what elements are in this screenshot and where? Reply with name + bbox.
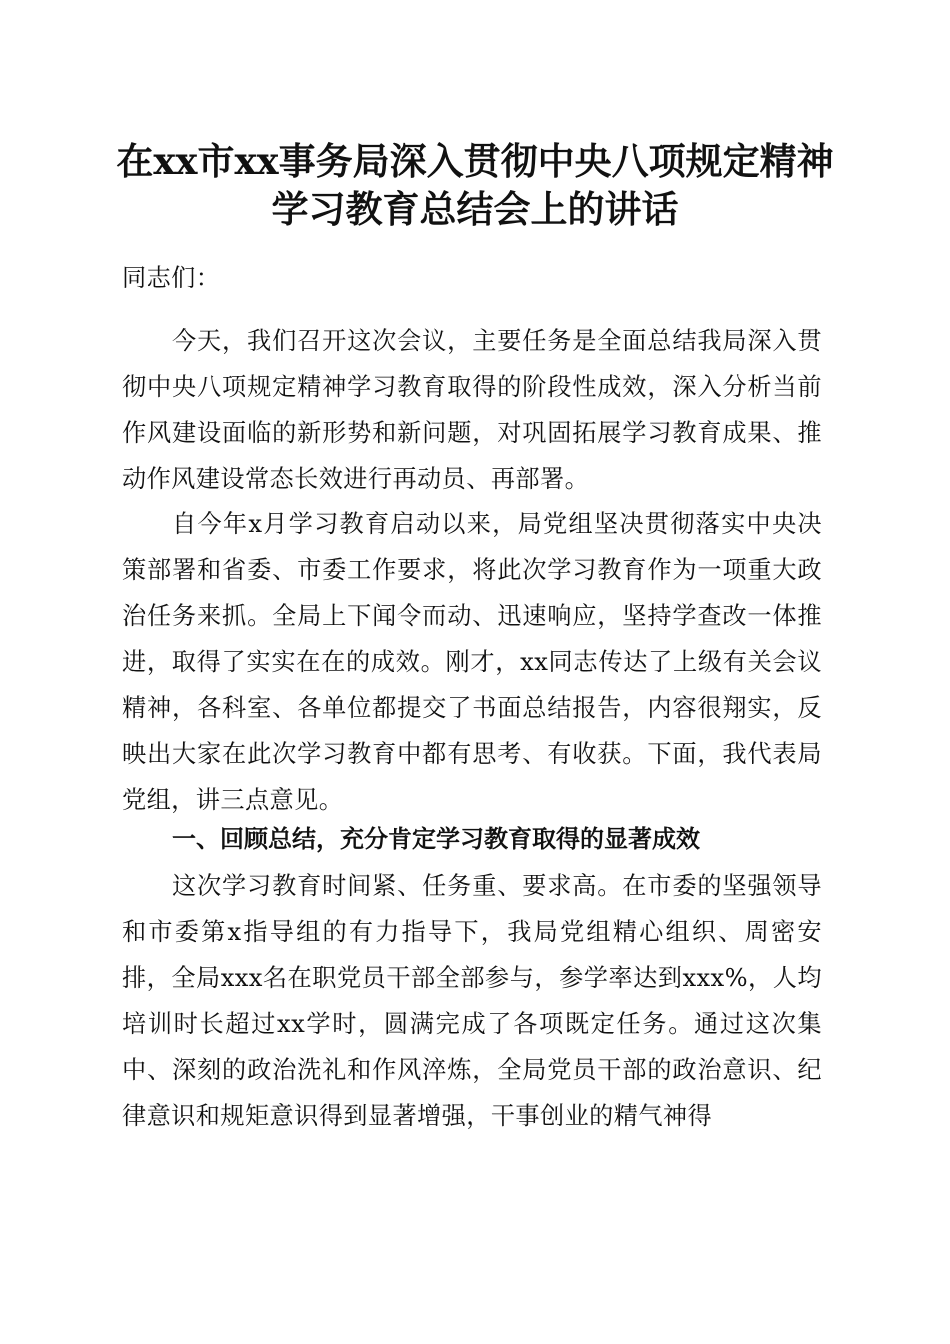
paragraph-background: 自今年x月学习教育启动以来，局党组坚决贯彻落实中央决策部署和省委、市委工作要求，将此次学习教育作为一项重大政治任务来抓。全局上下闻令而动、迅速响应，坚持学查改一体推进，取得了实实在在的成效。刚才，xx同志传达了上级有关会议精神，各科室、各单位都提交了书面总结报告，内容很翔实，反映出大家在此次学习教育中都有思考、有收获。下面，我代表局党组，讲三点意见。 — [122, 510, 822, 814]
paragraph-intro: 今天，我们召开这次会议，主要任务是全面总结我局深入贯彻中央八项规定精神学习教育取得的阶段性成效，深入分析当前作风建设面临的新形势和新问题，对巩固拓展学习教育成果、推动作风建设常态长效进行再动员、再部署。 — [122, 327, 822, 493]
document-title-line-1: 在xx市xx事务局深入贯彻中央八项规定精神 — [116, 139, 834, 183]
document-title-line-2: 学习教育总结会上的讲话 — [271, 187, 679, 231]
salutation: 同志们： — [122, 264, 221, 292]
paragraph-section-1: 这次学习教育时间紧、任务重、要求高。在市委的坚强领导和市委第x指导组的有力指导下，我局党组精心组织、周密安排，全局xxx名在职党员干部全部参与，参学率达到xxx%，人均培训时长超过xx学时，圆满完成了各项既定任务。通过这次集中、深刻的政治洗礼和作风淬炼，全局党员干部的政治意识、纪律意识和规矩意识得到显著增强，干事创业的精气神得 — [122, 872, 822, 1130]
section-heading-1: 一、回顾总结，充分肯定学习教育取得的显著成效 — [172, 825, 700, 853]
